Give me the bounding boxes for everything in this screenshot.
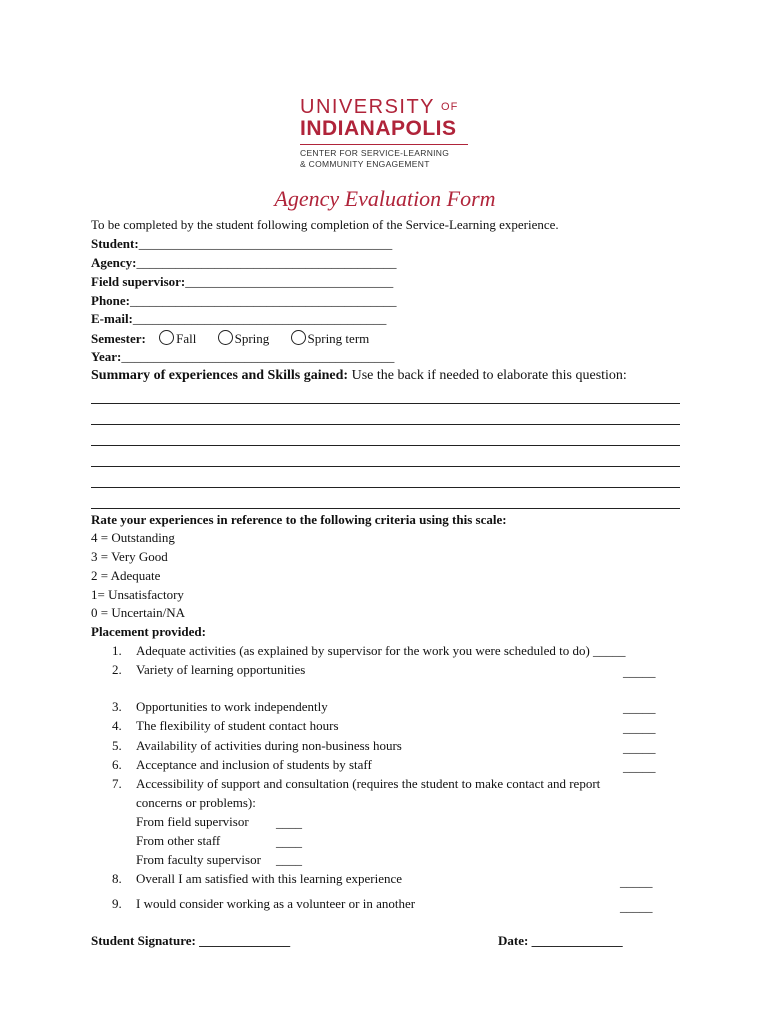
item-text: Acceptance and inclusion of students by staff bbox=[136, 757, 372, 772]
student-field[interactable] bbox=[91, 236, 392, 252]
rating-blank[interactable]: ____ bbox=[276, 852, 302, 867]
date-blank[interactable]: ______________ bbox=[528, 933, 623, 948]
rating-blank[interactable]: _____ bbox=[623, 720, 656, 735]
item-text: Opportunities to work independently bbox=[136, 699, 328, 714]
item-number: 8. bbox=[112, 871, 122, 886]
email-label: E-mail: bbox=[91, 311, 133, 326]
semester-field bbox=[91, 330, 387, 347]
scale-item: 4 = Outstanding bbox=[91, 530, 175, 545]
phone-field[interactable] bbox=[91, 293, 397, 309]
agency-blank[interactable]: ________________________________________ bbox=[136, 255, 397, 270]
semester-spring-label: Spring bbox=[234, 331, 270, 346]
sub-item-label: From field supervisor bbox=[136, 814, 249, 829]
university-logo bbox=[300, 96, 475, 170]
agency-label: Agency: bbox=[91, 255, 137, 270]
item-text: Accessibility of support and consultation (requires the student to make contact and report bbox=[136, 776, 601, 791]
summary-text: Use the back if needed to elaborate this question: bbox=[348, 368, 627, 383]
sub-item-label: From other staff bbox=[136, 833, 221, 848]
summary-line-5[interactable] bbox=[91, 487, 680, 488]
signature-label: Student Signature: bbox=[91, 933, 196, 948]
item-number: 4. bbox=[112, 718, 122, 733]
date-field[interactable] bbox=[498, 933, 623, 949]
signature-blank[interactable]: ______________ bbox=[195, 933, 291, 948]
email-blank[interactable]: _______________________________________ bbox=[132, 311, 387, 326]
radio-circle-icon[interactable] bbox=[218, 330, 233, 345]
student-blank[interactable]: _______________________________________ bbox=[138, 236, 393, 251]
semester-option-spring-term[interactable] bbox=[291, 331, 370, 346]
rating-blank[interactable]: _____ bbox=[623, 700, 656, 715]
item-number: 2. bbox=[112, 662, 122, 677]
logo-center-line1: CENTER FOR SERVICE-LEARNING bbox=[300, 148, 450, 158]
radio-circle-icon[interactable] bbox=[159, 330, 174, 345]
item-number: 1. bbox=[112, 643, 122, 658]
rating-blank[interactable]: _____ bbox=[623, 740, 656, 755]
summary-label: Summary of experiences and Skills gained: bbox=[91, 368, 349, 383]
rating-blank[interactable]: ____ bbox=[276, 834, 302, 849]
semester-label: Semester: bbox=[91, 331, 146, 346]
student-signature-field[interactable] bbox=[91, 933, 290, 949]
student-label: Student: bbox=[91, 236, 139, 251]
logo-center-line2: & COMMUNITY ENGAGEMENT bbox=[300, 159, 430, 169]
item-text-continued: concerns or problems): bbox=[136, 795, 256, 810]
scale-item: 2 = Adequate bbox=[91, 568, 161, 583]
item-number: 5. bbox=[112, 738, 122, 753]
item-number: 6. bbox=[112, 757, 122, 772]
item-number: 3. bbox=[112, 699, 122, 714]
phone-label: Phone: bbox=[91, 293, 130, 308]
radio-circle-icon[interactable] bbox=[291, 330, 306, 345]
logo-university: UNIVERSITY bbox=[300, 96, 436, 118]
semester-spring-term-label: Spring term bbox=[307, 331, 370, 346]
item-number: 7. bbox=[112, 776, 122, 791]
summary-line-1[interactable] bbox=[91, 403, 680, 404]
semester-option-fall[interactable] bbox=[159, 331, 196, 346]
semester-fall-label: Fall bbox=[176, 331, 197, 346]
page-title: Agency Evaluation Form bbox=[274, 186, 496, 211]
item-text: The flexibility of student contact hours bbox=[136, 718, 339, 733]
year-field[interactable] bbox=[91, 349, 394, 365]
sub-item-label: From faculty supervisor bbox=[136, 852, 261, 867]
email-field[interactable] bbox=[91, 311, 386, 327]
item-text: Availability of activities during non-business hours bbox=[136, 738, 402, 753]
rating-blank[interactable]: _____ bbox=[623, 759, 656, 774]
placement-heading: Placement provided: bbox=[91, 624, 206, 639]
year-blank[interactable]: __________________________________________ bbox=[121, 349, 395, 364]
item-text: I would consider working as a volunteer or in another bbox=[136, 896, 416, 911]
scale-heading: Rate your experiences in reference to the following criteria using this scale: bbox=[91, 512, 507, 527]
summary-line-6[interactable] bbox=[91, 508, 680, 509]
field-supervisor-blank[interactable]: ________________________________ bbox=[185, 274, 394, 289]
summary-prompt bbox=[91, 368, 627, 384]
item-text: Variety of learning opportunities bbox=[136, 662, 306, 677]
summary-line-2[interactable] bbox=[91, 424, 680, 425]
item-number: 9. bbox=[112, 896, 122, 911]
semester-option-spring[interactable] bbox=[218, 331, 270, 346]
summary-line-4[interactable] bbox=[91, 466, 680, 467]
scale-item: 0 = Uncertain/NA bbox=[91, 605, 185, 620]
item-text: Overall I am satisfied with this learning experience bbox=[136, 871, 403, 886]
agency-field[interactable] bbox=[91, 255, 397, 271]
rating-blank[interactable]: ____ bbox=[276, 815, 302, 830]
field-supervisor-label: Field supervisor: bbox=[91, 274, 186, 289]
date-label: Date: bbox=[498, 933, 529, 948]
rating-blank[interactable]: _____ bbox=[623, 664, 656, 679]
scale-item: 3 = Very Good bbox=[91, 549, 168, 564]
logo-divider bbox=[300, 144, 468, 145]
year-label: Year: bbox=[91, 349, 122, 364]
rating-blank[interactable]: _____ bbox=[620, 874, 653, 889]
item-text: Adequate activities (as explained by supervisor for the work you were scheduled to do) _____ bbox=[136, 643, 626, 658]
logo-indianapolis: INDIANAPOLIS bbox=[300, 117, 457, 140]
rating-blank[interactable]: _____ bbox=[620, 899, 653, 914]
field-supervisor-field[interactable] bbox=[91, 274, 393, 290]
intro-text: To be completed by the student following completion of the Service-Learning experience. bbox=[91, 217, 559, 232]
logo-of: OF bbox=[441, 101, 459, 113]
phone-blank[interactable]: _________________________________________ bbox=[130, 293, 397, 308]
scale-item: 1= Unsatisfactory bbox=[91, 587, 184, 602]
summary-line-3[interactable] bbox=[91, 445, 680, 446]
